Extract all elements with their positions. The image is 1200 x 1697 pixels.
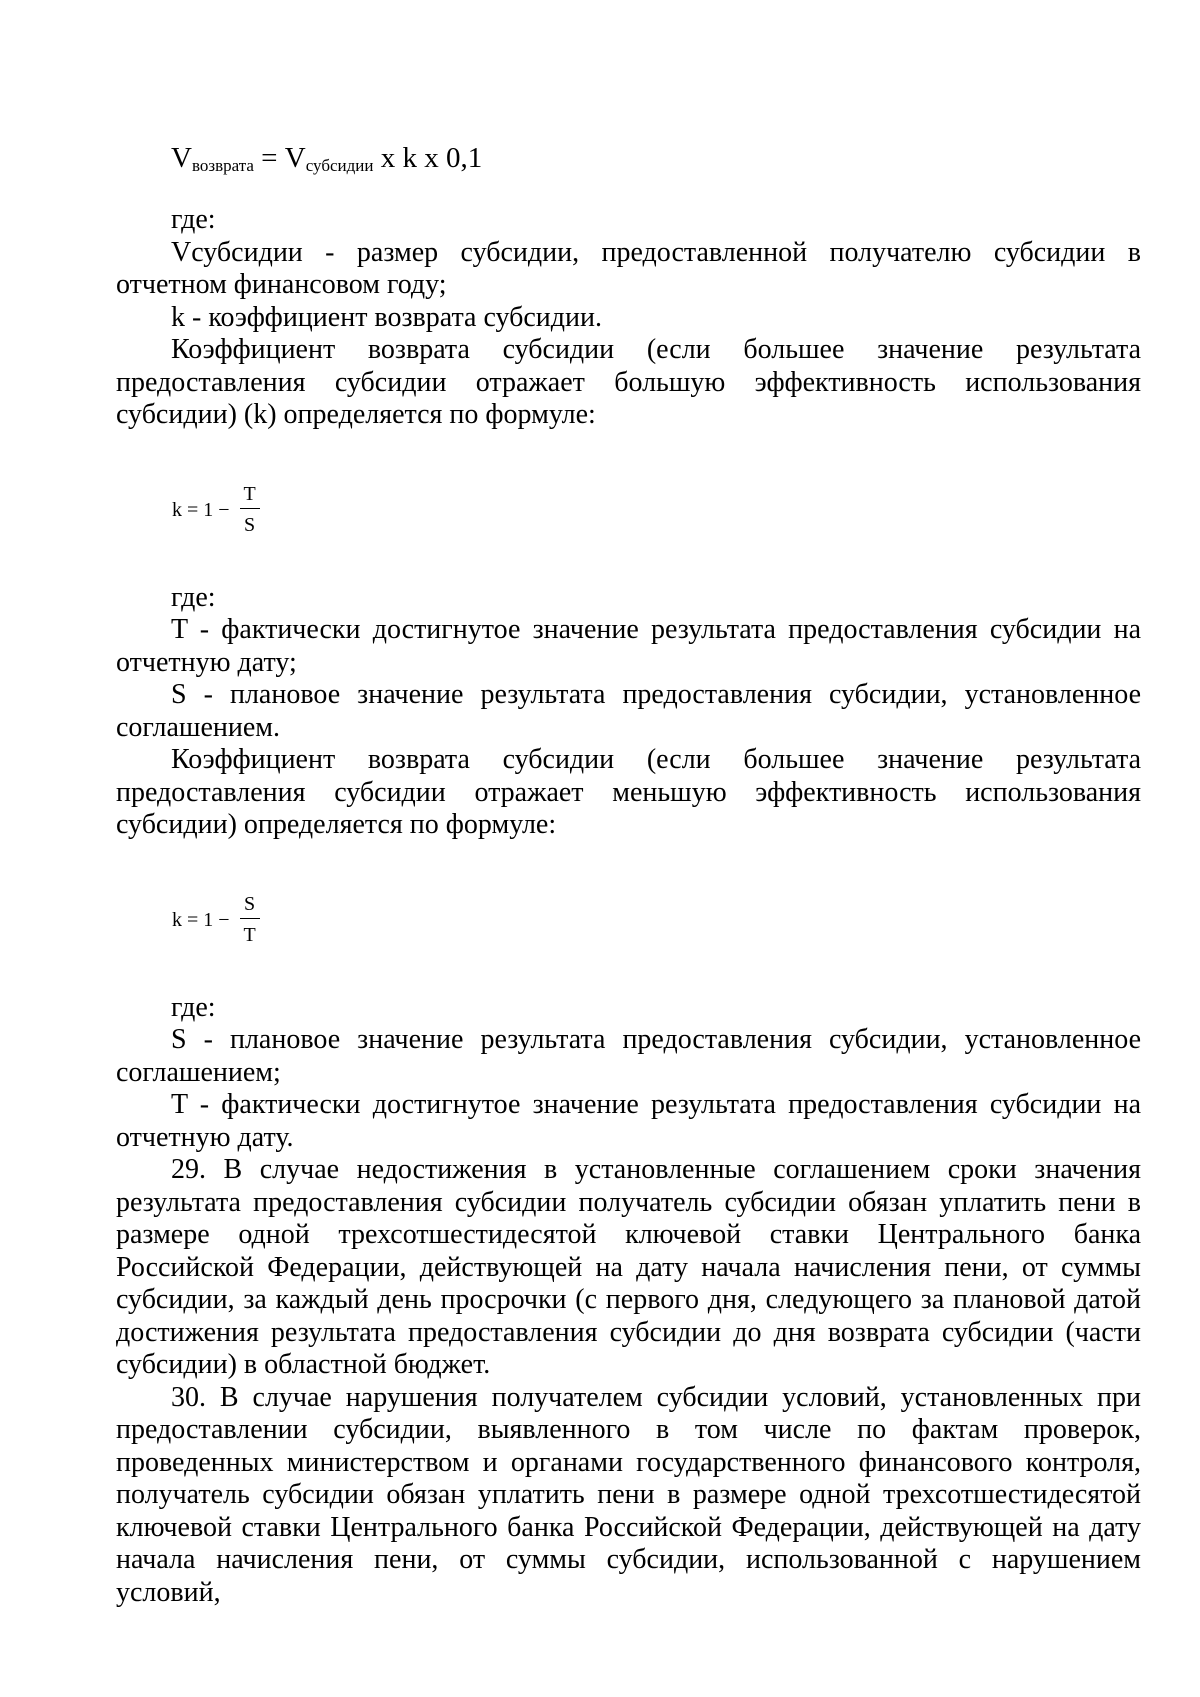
fraction-numerator: S: [240, 894, 260, 919]
formula-symbol-v: V: [171, 142, 192, 174]
coefficient-intro-paragraph: Коэффициент возврата субсидии (если большее значение результата предоставления субсидии отражает большую эффективность использования субсидии) (k) определяется по формуле:: [116, 334, 1141, 430]
fraction-numerator: T: [240, 484, 260, 509]
definition-t: T - фактически достигнутое значение результата предоставления субсидии на отчетную дату;: [116, 614, 1141, 678]
formula-lhs: k = 1 −: [172, 908, 230, 931]
definition-s: S - плановое значение результата предоставления субсидии, установленное соглашением;: [116, 1024, 1141, 1088]
paragraph-30: 30. В случае нарушения получателем субсидии условий, установленных при предоставлении субсидии, выявленного в том числе по фактам проверок, проведенных министерством и органами государственного финансового контроля, получатель субсидии обязан уплатить пени в размере одной трехсотшестидесятой ключевой ставки Центрального банка Российской Федерации, действующей на дату начала начисления пени, от суммы субсидии, использованной с нарушением условий,: [116, 1381, 1141, 1608]
coefficient-intro-paragraph: Коэффициент возврата субсидии (если большее значение результата предоставления субсидии отражает меньшую эффективность использования субсидии) определяется по формуле:: [116, 744, 1141, 840]
formula-equals: =: [253, 142, 285, 174]
definition-k: k - коэффициент возврата субсидии.: [171, 301, 603, 333]
formula-return-volume: [171, 138, 1141, 178]
definition-s: S - плановое значение результата предоставления субсидии, установленное соглашением.: [116, 679, 1141, 743]
fraction: [240, 484, 260, 535]
document-page: [116, 138, 1141, 1609]
definition-vsubsidy: Vсубсидии - размер субсидии, предоставленной получателю субсидии в отчетном финансовом году;: [116, 236, 1141, 300]
fraction-denominator: T: [243, 924, 256, 946]
fraction-denominator: S: [244, 514, 256, 536]
formula-subscript-return: возврата: [191, 156, 254, 175]
where-label: где:: [171, 991, 216, 1023]
formula-subscript-subsidy: субсидии: [305, 156, 374, 175]
formula-k-s-over-t: [172, 886, 1141, 954]
definition-t: T - фактически достигнутое значение результата предоставления субсидии на отчетную дату.: [116, 1089, 1141, 1153]
paragraph-29: 29. В случае недостижения в установленные соглашением сроки значения результата предоставления субсидии получатель субсидии обязан уплатить пени в размере одной трехсотшестидесятой ключевой ставки Центрального банка Российской Федерации, действующей на дату начала начисления пени, от суммы субсидии, за каждый день просрочки (с первого дня, следующего за плановой датой достижения результата предоставления субсидии до дня возврата субсидии (части субсидии) в областной бюджет.: [116, 1154, 1141, 1380]
where-label: где:: [171, 581, 216, 613]
formula-rest: x k x 0,1: [373, 142, 483, 174]
formula-k-t-over-s: [172, 476, 1141, 544]
where-label: где:: [171, 204, 216, 235]
fraction: [240, 894, 260, 945]
formula-symbol-v: V: [284, 142, 306, 174]
formula-lhs: k = 1 −: [172, 498, 230, 521]
